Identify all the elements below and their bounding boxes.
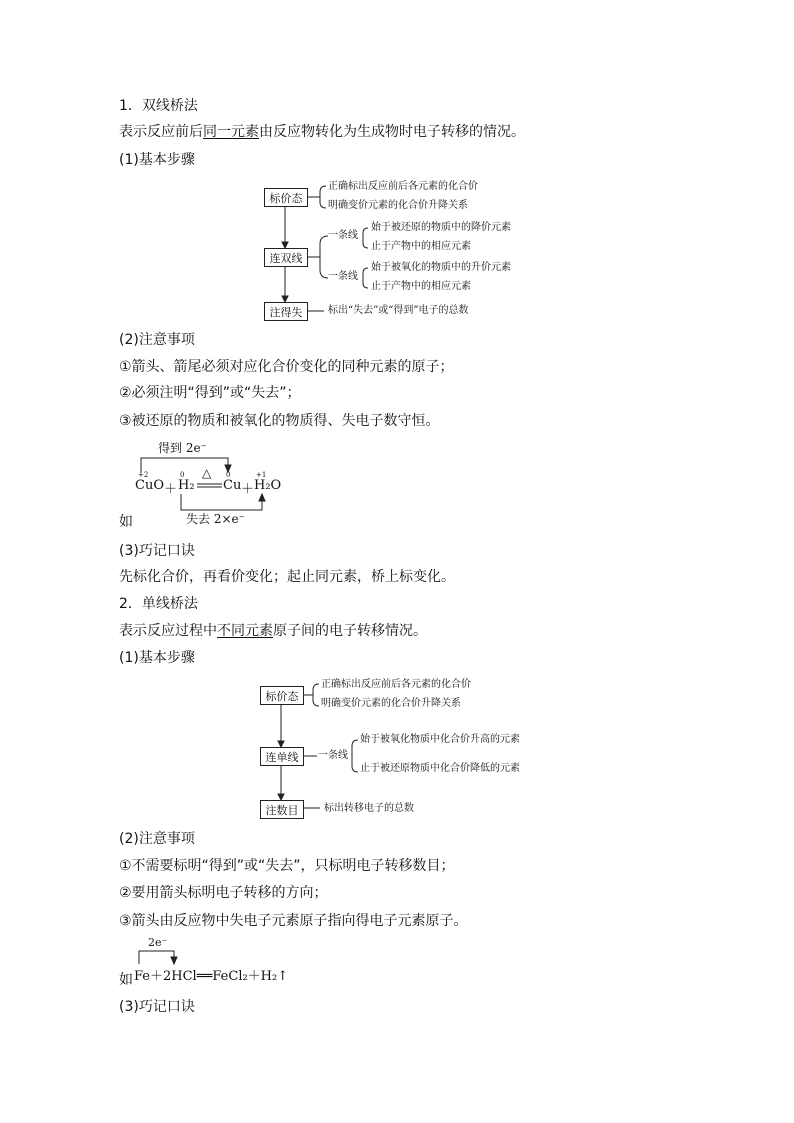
intro-underlined: 不同元素 — [217, 623, 273, 639]
heat-triangle-icon: △ — [202, 466, 212, 480]
diagram2-box1-line2: 明确变价元素的化合价升降关系 — [321, 698, 461, 709]
diagram2-branch-label: 一条线 — [318, 750, 348, 761]
diagram2-box-mark-valence: 标价态 — [260, 686, 304, 705]
section2-note2: ②要用箭头标明电子转移的方向； — [119, 885, 328, 901]
section1-note3: ③被还原的物质和被氧化的物质得、失电子数守恒。 — [119, 413, 440, 429]
diagram1-box1-line2: 明确变价元素的化合价升降关系 — [328, 200, 468, 211]
example1-gain-label: 得到 2e⁻ — [158, 441, 207, 455]
section1-mnemonic: 先标化合价，再看价变化；起止同元素，桥上标变化。 — [119, 569, 455, 585]
diagram1-box1-line1: 正确标出反应前后各元素的化合价 — [328, 181, 478, 192]
example2-electrons: 2e⁻ — [148, 936, 168, 949]
section2-note1: ①不需要标明“得到”或“失去”，只标明电子转移数目； — [119, 858, 455, 874]
section2-note3: ③箭头由反应物中失电子元素原子指向得电子元素原子。 — [119, 913, 468, 929]
intro-text: 表示反应过程中 — [119, 623, 217, 639]
diagram1-box-connect-double: 连双线 — [264, 248, 308, 267]
ox-state-h-plus1: +1 — [256, 471, 267, 479]
example2-equation: Fe＋2HCl══FeCl₂＋H₂↑ — [134, 969, 289, 984]
section2-steps-title: (1)基本步骤 — [119, 650, 195, 666]
diagram2-box-count: 注数目 — [260, 800, 304, 819]
diagram1-branch2-line1: 始于被氧化的物质中的升价元素 — [371, 262, 511, 273]
example1-lose-label: 失去 2×e⁻ — [186, 512, 245, 526]
diagram2-box1-line1: 正确标出反应前后各元素的化合价 — [321, 679, 471, 690]
ox-state-h2-zero: 0 — [180, 471, 185, 479]
example2-ru: 如 — [119, 972, 133, 988]
section1-note2: ②必须注明“得到”或“失去”； — [119, 385, 301, 401]
section1-heading: 1．双线桥法 — [119, 98, 198, 114]
diagram2-branch-line2: 止于被还原物质中化合价降低的元素 — [360, 763, 520, 774]
diagram1-branch2-label: 一条线 — [328, 271, 358, 282]
diagram2-box-connect-single: 连单线 — [260, 747, 304, 766]
section2-notes-title: (2)注意事项 — [119, 831, 195, 847]
section1-mnemonic-title: (3)巧记口诀 — [119, 543, 195, 559]
formula-cuo: CuO — [135, 478, 164, 493]
diagram1-box-gain-loss: 注得失 — [264, 302, 308, 321]
intro-text-rest: 原子间的电子转移情况。 — [273, 623, 427, 639]
intro-text-rest: 由反应物转化为生成物时电子转移的情况。 — [259, 124, 525, 140]
formula-h2: H₂ — [178, 478, 195, 493]
formula-cu: Cu — [223, 478, 242, 493]
section1-steps-title: (1)基本步骤 — [119, 152, 195, 168]
diagram1-branch1-line1: 始于被还原的物质中的降价元素 — [371, 222, 511, 233]
section2-heading: 2．单线桥法 — [119, 596, 198, 612]
section2-mnemonic-title: (3)巧记口诀 — [119, 999, 195, 1015]
diagram1-box-mark-valence: 标价态 — [264, 188, 308, 207]
diagram1-branch1-line2: 止于产物中的相应元素 — [371, 241, 471, 252]
plus-sign-2: ＋ — [241, 482, 255, 497]
example1-ru: 如 — [119, 514, 133, 530]
plus-sign-1: ＋ — [164, 482, 178, 497]
section1-notes-title: (2)注意事项 — [119, 332, 195, 348]
ox-state-cu-zero: 0 — [226, 471, 231, 479]
intro-text: 表示反应前后 — [119, 124, 203, 140]
intro-underlined: 同一元素 — [203, 124, 259, 140]
formula-h2o: H₂O — [254, 478, 282, 493]
ox-state-cu-plus2: +2 — [138, 471, 149, 479]
diagram1-branch1-label: 一条线 — [328, 230, 358, 241]
diagram2-branch-line1: 始于被氧化物质中化合价升高的元素 — [360, 734, 520, 745]
diagram2-box3-text: 标出转移电子的总数 — [324, 803, 414, 814]
section1-note1: ①箭头、箭尾必须对应化合价变化的同种元素的原子； — [119, 359, 454, 375]
diagram1-branch2-line2: 止于产物中的相应元素 — [371, 281, 471, 292]
diagram1-box3-text: 标出“失去”或“得到”电子的总数 — [328, 305, 469, 316]
